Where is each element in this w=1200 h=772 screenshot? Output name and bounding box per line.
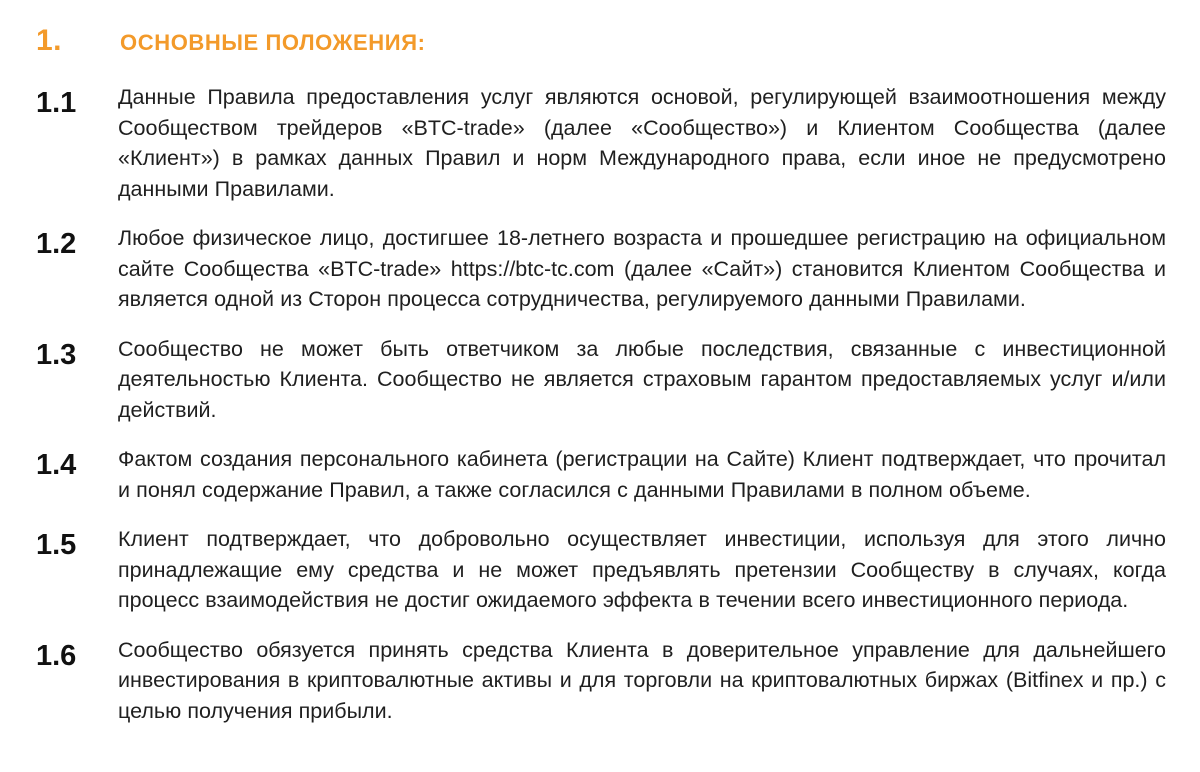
clause-text: Фактом создания персонального кабинета (регистрации на Сайте) Клиент подтверждает, что прочитал и понял содержание Правил, а также согласился с данными Правилами в полном объеме. bbox=[118, 447, 1166, 502]
clause-1-2 bbox=[36, 223, 1166, 315]
clause-number: 1.3 bbox=[36, 338, 77, 371]
section-title: ОСНОВНЫЕ ПОЛОЖЕНИЯ: bbox=[120, 30, 426, 55]
clause-text: Клиент подтверждает, что добровольно осуществляет инвестиции, используя для этого лично принадлежащие ему средства и не может предъявлять претензии Сообществу в случаях, когда процесс взаимодействия не достиг ожидаемого эффекта в течении всего инвестиционного периода. bbox=[118, 527, 1166, 612]
clause-1-1 bbox=[36, 82, 1166, 204]
clause-number: 1.6 bbox=[36, 639, 77, 672]
clause-text: Сообщество не может быть ответчиком за любые последствия, связанные с инвестиционной деятельностью Клиента. Сообщество не является страховым гарантом предоставляемых услуг и/или действий. bbox=[118, 336, 1166, 422]
clause-text: Сообщество обязуется принять средства Клиента в доверительное управление для дальнейшего инвестирования в криптовалютные активы и для торговли на криптовалютных биржах (Bitfinex и пр.) с целью получения прибыли. bbox=[118, 637, 1166, 723]
clause-number: 1.4 bbox=[36, 449, 77, 481]
clause-text: Данные Правила предоставления услуг являются основой, регулирующей взаимоотношения между Сообществом трейдеров «BTC-trade» (далее «Сообщество») и Клиентом Сообщества (далее «Клиент») в рамках данных Правил и норм Международного права, если иное не предусмотрено данными Правилами. bbox=[118, 85, 1166, 201]
clause-number: 1.5 bbox=[36, 529, 77, 561]
clause-number: 1.2 bbox=[36, 228, 77, 260]
clause-text: Любое физическое лицо, достигшее 18-летнего возраста и прошедшее регистрацию на официальном сайте Сообщества «BTC-trade» https://btc-tc.com (далее «Сайт») становится Клиентом Сообщества и является одной из Сторон процесса сотрудничества, регулируемого данными Правилами. bbox=[118, 226, 1166, 311]
section-number: 1. bbox=[36, 24, 63, 57]
clause-1-5 bbox=[36, 524, 1166, 616]
section-header bbox=[36, 24, 426, 58]
clause-list bbox=[36, 82, 1166, 745]
clause-1-6 bbox=[36, 635, 1166, 727]
clause-number: 1.1 bbox=[36, 87, 77, 119]
clause-1-4 bbox=[36, 444, 1166, 505]
clause-1-3 bbox=[36, 334, 1166, 426]
